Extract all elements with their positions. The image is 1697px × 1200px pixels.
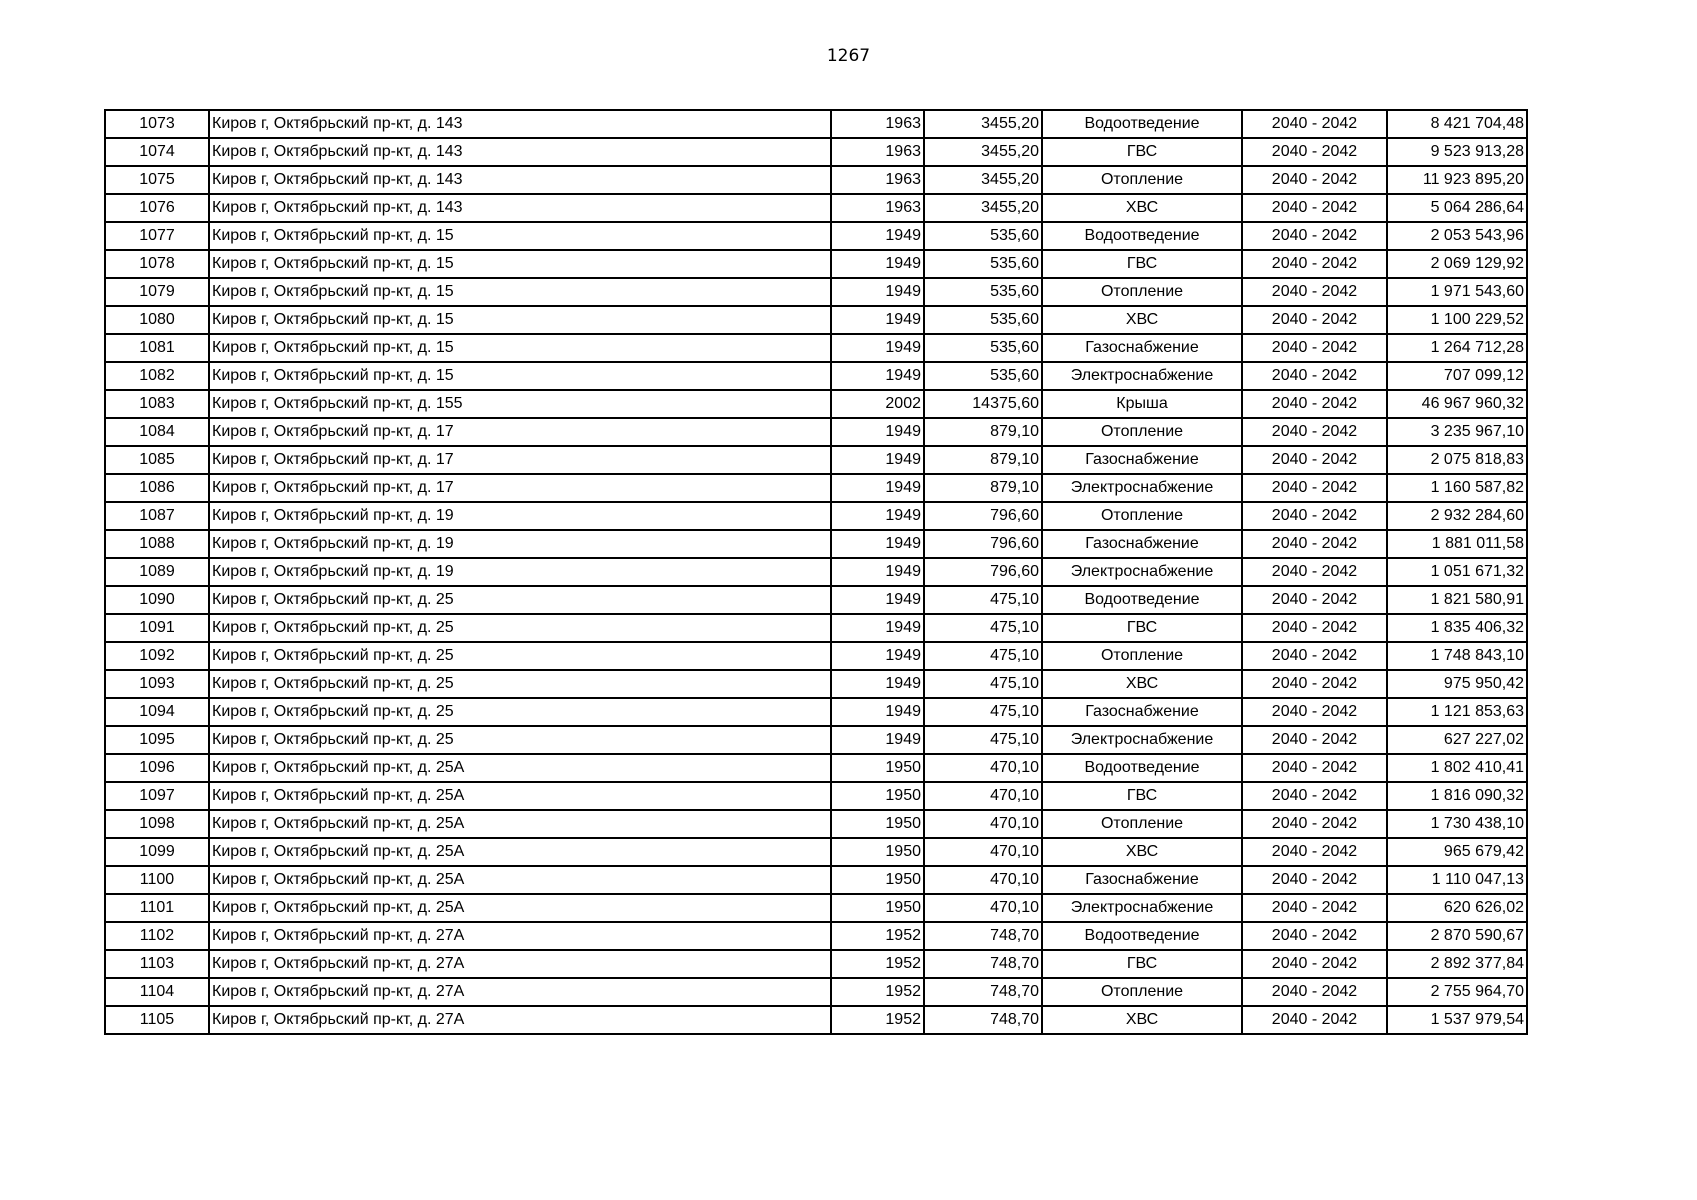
period-cell: 2040 - 2042 xyxy=(1242,138,1387,166)
area-cell: 3455,20 xyxy=(924,166,1042,194)
table-row xyxy=(105,810,1527,838)
period-cell: 2040 - 2042 xyxy=(1242,418,1387,446)
cost-cell: 1 264 712,28 xyxy=(1387,334,1527,362)
table-row xyxy=(105,838,1527,866)
area-cell: 3455,20 xyxy=(924,110,1042,138)
work-type-cell: Электроснабжение xyxy=(1042,362,1242,390)
work-type-cell: Водоотведение xyxy=(1042,110,1242,138)
area-cell: 3455,20 xyxy=(924,138,1042,166)
build-year-cell: 1949 xyxy=(831,446,924,474)
table-row xyxy=(105,278,1527,306)
build-year-cell: 1950 xyxy=(831,866,924,894)
table-row xyxy=(105,418,1527,446)
table-row xyxy=(105,390,1527,418)
address-cell: Киров г, Октябрьский пр-кт, д. 27А xyxy=(209,950,831,978)
table-row xyxy=(105,922,1527,950)
area-cell: 535,60 xyxy=(924,362,1042,390)
address-cell: Киров г, Октябрьский пр-кт, д. 19 xyxy=(209,530,831,558)
cost-cell: 2 069 129,92 xyxy=(1387,250,1527,278)
table-row xyxy=(105,474,1527,502)
address-cell: Киров г, Октябрьский пр-кт, д. 15 xyxy=(209,222,831,250)
row-number-cell: 1091 xyxy=(105,614,209,642)
cost-cell: 1 537 979,54 xyxy=(1387,1006,1527,1034)
row-number-cell: 1100 xyxy=(105,866,209,894)
table-row xyxy=(105,250,1527,278)
build-year-cell: 1963 xyxy=(831,194,924,222)
work-type-cell: ХВС xyxy=(1042,670,1242,698)
work-type-cell: ХВС xyxy=(1042,306,1242,334)
work-type-cell: Отопление xyxy=(1042,642,1242,670)
table-row xyxy=(105,866,1527,894)
area-cell: 535,60 xyxy=(924,334,1042,362)
row-number-cell: 1083 xyxy=(105,390,209,418)
period-cell: 2040 - 2042 xyxy=(1242,614,1387,642)
row-number-cell: 1077 xyxy=(105,222,209,250)
work-type-cell: Отопление xyxy=(1042,166,1242,194)
build-year-cell: 1950 xyxy=(831,810,924,838)
cost-cell: 2 053 543,96 xyxy=(1387,222,1527,250)
address-cell: Киров г, Октябрьский пр-кт, д. 19 xyxy=(209,502,831,530)
row-number-cell: 1092 xyxy=(105,642,209,670)
area-cell: 475,10 xyxy=(924,642,1042,670)
row-number-cell: 1086 xyxy=(105,474,209,502)
address-cell: Киров г, Октябрьский пр-кт, д. 15 xyxy=(209,250,831,278)
cost-cell: 1 802 410,41 xyxy=(1387,754,1527,782)
table-row xyxy=(105,614,1527,642)
row-number-cell: 1078 xyxy=(105,250,209,278)
table-row xyxy=(105,726,1527,754)
cost-cell: 2 870 590,67 xyxy=(1387,922,1527,950)
row-number-cell: 1079 xyxy=(105,278,209,306)
period-cell: 2040 - 2042 xyxy=(1242,586,1387,614)
build-year-cell: 1952 xyxy=(831,950,924,978)
build-year-cell: 1949 xyxy=(831,614,924,642)
build-year-cell: 1949 xyxy=(831,362,924,390)
table-row xyxy=(105,754,1527,782)
work-type-cell: Электроснабжение xyxy=(1042,894,1242,922)
row-number-cell: 1097 xyxy=(105,782,209,810)
build-year-cell: 1950 xyxy=(831,754,924,782)
work-type-cell: ГВС xyxy=(1042,138,1242,166)
address-cell: Киров г, Октябрьский пр-кт, д. 17 xyxy=(209,474,831,502)
build-year-cell: 1949 xyxy=(831,222,924,250)
build-year-cell: 1949 xyxy=(831,586,924,614)
table-row xyxy=(105,110,1527,138)
row-number-cell: 1087 xyxy=(105,502,209,530)
address-cell: Киров г, Октябрьский пр-кт, д. 25 xyxy=(209,642,831,670)
cost-cell: 3 235 967,10 xyxy=(1387,418,1527,446)
area-cell: 475,10 xyxy=(924,698,1042,726)
address-cell: Киров г, Октябрьский пр-кт, д. 143 xyxy=(209,166,831,194)
cost-cell: 2 932 284,60 xyxy=(1387,502,1527,530)
build-year-cell: 1952 xyxy=(831,1006,924,1034)
area-cell: 748,70 xyxy=(924,1006,1042,1034)
address-cell: Киров г, Октябрьский пр-кт, д. 15 xyxy=(209,306,831,334)
build-year-cell: 1949 xyxy=(831,474,924,502)
address-cell: Киров г, Октябрьский пр-кт, д. 143 xyxy=(209,194,831,222)
period-cell: 2040 - 2042 xyxy=(1242,530,1387,558)
row-number-cell: 1105 xyxy=(105,1006,209,1034)
period-cell: 2040 - 2042 xyxy=(1242,222,1387,250)
work-type-cell: Крыша xyxy=(1042,390,1242,418)
area-cell: 535,60 xyxy=(924,306,1042,334)
area-cell: 470,10 xyxy=(924,810,1042,838)
work-type-cell: Отопление xyxy=(1042,978,1242,1006)
period-cell: 2040 - 2042 xyxy=(1242,670,1387,698)
work-type-cell: Отопление xyxy=(1042,810,1242,838)
table-row xyxy=(105,978,1527,1006)
row-number-cell: 1075 xyxy=(105,166,209,194)
work-type-cell: ХВС xyxy=(1042,838,1242,866)
table-row xyxy=(105,782,1527,810)
build-year-cell: 1949 xyxy=(831,642,924,670)
period-cell: 2040 - 2042 xyxy=(1242,194,1387,222)
cost-cell: 46 967 960,32 xyxy=(1387,390,1527,418)
period-cell: 2040 - 2042 xyxy=(1242,502,1387,530)
build-year-cell: 1952 xyxy=(831,922,924,950)
row-number-cell: 1081 xyxy=(105,334,209,362)
table-row xyxy=(105,530,1527,558)
cost-cell: 2 892 377,84 xyxy=(1387,950,1527,978)
area-cell: 535,60 xyxy=(924,222,1042,250)
address-cell: Киров г, Октябрьский пр-кт, д. 25А xyxy=(209,838,831,866)
row-number-cell: 1099 xyxy=(105,838,209,866)
row-number-cell: 1098 xyxy=(105,810,209,838)
period-cell: 2040 - 2042 xyxy=(1242,250,1387,278)
area-cell: 3455,20 xyxy=(924,194,1042,222)
work-type-cell: Газоснабжение xyxy=(1042,446,1242,474)
build-year-cell: 1949 xyxy=(831,418,924,446)
address-cell: Киров г, Октябрьский пр-кт, д. 25 xyxy=(209,670,831,698)
address-cell: Киров г, Октябрьский пр-кт, д. 17 xyxy=(209,446,831,474)
area-cell: 879,10 xyxy=(924,418,1042,446)
area-cell: 475,10 xyxy=(924,586,1042,614)
period-cell: 2040 - 2042 xyxy=(1242,1006,1387,1034)
work-type-cell: Газоснабжение xyxy=(1042,334,1242,362)
cost-cell: 11 923 895,20 xyxy=(1387,166,1527,194)
table-row xyxy=(105,166,1527,194)
address-cell: Киров г, Октябрьский пр-кт, д. 15 xyxy=(209,334,831,362)
table-row xyxy=(105,642,1527,670)
build-year-cell: 1949 xyxy=(831,698,924,726)
cost-cell: 2 075 818,83 xyxy=(1387,446,1527,474)
area-cell: 14375,60 xyxy=(924,390,1042,418)
work-type-cell: Электроснабжение xyxy=(1042,474,1242,502)
build-year-cell: 2002 xyxy=(831,390,924,418)
area-cell: 470,10 xyxy=(924,894,1042,922)
work-type-cell: Газоснабжение xyxy=(1042,530,1242,558)
row-number-cell: 1095 xyxy=(105,726,209,754)
area-cell: 748,70 xyxy=(924,978,1042,1006)
address-cell: Киров г, Октябрьский пр-кт, д. 143 xyxy=(209,138,831,166)
area-cell: 796,60 xyxy=(924,558,1042,586)
build-year-cell: 1949 xyxy=(831,306,924,334)
cost-cell: 1 748 843,10 xyxy=(1387,642,1527,670)
table-row xyxy=(105,894,1527,922)
table-row xyxy=(105,558,1527,586)
build-year-cell: 1949 xyxy=(831,502,924,530)
cost-cell: 9 523 913,28 xyxy=(1387,138,1527,166)
period-cell: 2040 - 2042 xyxy=(1242,278,1387,306)
address-cell: Киров г, Октябрьский пр-кт, д. 25 xyxy=(209,698,831,726)
table-row xyxy=(105,446,1527,474)
work-type-cell: Водоотведение xyxy=(1042,754,1242,782)
work-type-cell: ГВС xyxy=(1042,782,1242,810)
period-cell: 2040 - 2042 xyxy=(1242,782,1387,810)
period-cell: 2040 - 2042 xyxy=(1242,446,1387,474)
cost-cell: 1 110 047,13 xyxy=(1387,866,1527,894)
row-number-cell: 1102 xyxy=(105,922,209,950)
period-cell: 2040 - 2042 xyxy=(1242,726,1387,754)
cost-cell: 965 679,42 xyxy=(1387,838,1527,866)
cost-cell: 1 881 011,58 xyxy=(1387,530,1527,558)
address-cell: Киров г, Октябрьский пр-кт, д. 27А xyxy=(209,978,831,1006)
period-cell: 2040 - 2042 xyxy=(1242,306,1387,334)
work-type-cell: Водоотведение xyxy=(1042,922,1242,950)
build-year-cell: 1963 xyxy=(831,110,924,138)
period-cell: 2040 - 2042 xyxy=(1242,810,1387,838)
row-number-cell: 1080 xyxy=(105,306,209,334)
period-cell: 2040 - 2042 xyxy=(1242,754,1387,782)
cost-cell: 1 100 229,52 xyxy=(1387,306,1527,334)
cost-cell: 620 626,02 xyxy=(1387,894,1527,922)
address-cell: Киров г, Октябрьский пр-кт, д. 15 xyxy=(209,362,831,390)
table-row xyxy=(105,1006,1527,1034)
cost-cell: 1 971 543,60 xyxy=(1387,278,1527,306)
area-cell: 470,10 xyxy=(924,838,1042,866)
cost-cell: 1 821 580,91 xyxy=(1387,586,1527,614)
build-year-cell: 1949 xyxy=(831,334,924,362)
table-body xyxy=(105,110,1527,1034)
row-number-cell: 1084 xyxy=(105,418,209,446)
build-year-cell: 1952 xyxy=(831,978,924,1006)
period-cell: 2040 - 2042 xyxy=(1242,362,1387,390)
cost-cell: 1 730 438,10 xyxy=(1387,810,1527,838)
row-number-cell: 1074 xyxy=(105,138,209,166)
address-cell: Киров г, Октябрьский пр-кт, д. 19 xyxy=(209,558,831,586)
work-type-cell: Электроснабжение xyxy=(1042,558,1242,586)
address-cell: Киров г, Октябрьский пр-кт, д. 27А xyxy=(209,1006,831,1034)
table-row xyxy=(105,698,1527,726)
work-type-cell: ГВС xyxy=(1042,250,1242,278)
address-cell: Киров г, Октябрьский пр-кт, д. 25А xyxy=(209,894,831,922)
area-cell: 796,60 xyxy=(924,530,1042,558)
table-row xyxy=(105,362,1527,390)
work-type-cell: ГВС xyxy=(1042,950,1242,978)
area-cell: 879,10 xyxy=(924,474,1042,502)
build-year-cell: 1950 xyxy=(831,838,924,866)
period-cell: 2040 - 2042 xyxy=(1242,558,1387,586)
row-number-cell: 1076 xyxy=(105,194,209,222)
period-cell: 2040 - 2042 xyxy=(1242,166,1387,194)
work-type-cell: Водоотведение xyxy=(1042,222,1242,250)
area-cell: 475,10 xyxy=(924,670,1042,698)
period-cell: 2040 - 2042 xyxy=(1242,922,1387,950)
area-cell: 796,60 xyxy=(924,502,1042,530)
cost-cell: 707 099,12 xyxy=(1387,362,1527,390)
row-number-cell: 1096 xyxy=(105,754,209,782)
page-number: 1267 xyxy=(826,46,871,66)
period-cell: 2040 - 2042 xyxy=(1242,950,1387,978)
area-cell: 748,70 xyxy=(924,922,1042,950)
row-number-cell: 1089 xyxy=(105,558,209,586)
table-row xyxy=(105,950,1527,978)
row-number-cell: 1073 xyxy=(105,110,209,138)
register-table xyxy=(104,109,1528,1035)
period-cell: 2040 - 2042 xyxy=(1242,838,1387,866)
row-number-cell: 1088 xyxy=(105,530,209,558)
row-number-cell: 1103 xyxy=(105,950,209,978)
cost-cell: 1 051 671,32 xyxy=(1387,558,1527,586)
row-number-cell: 1085 xyxy=(105,446,209,474)
build-year-cell: 1949 xyxy=(831,250,924,278)
cost-cell: 1 121 853,63 xyxy=(1387,698,1527,726)
work-type-cell: Отопление xyxy=(1042,502,1242,530)
address-cell: Киров г, Октябрьский пр-кт, д. 25А xyxy=(209,866,831,894)
period-cell: 2040 - 2042 xyxy=(1242,390,1387,418)
work-type-cell: Газоснабжение xyxy=(1042,698,1242,726)
work-type-cell: Газоснабжение xyxy=(1042,866,1242,894)
address-cell: Киров г, Октябрьский пр-кт, д. 25 xyxy=(209,726,831,754)
period-cell: 2040 - 2042 xyxy=(1242,894,1387,922)
work-type-cell: Отопление xyxy=(1042,278,1242,306)
address-cell: Киров г, Октябрьский пр-кт, д. 25А xyxy=(209,782,831,810)
work-type-cell: ХВС xyxy=(1042,194,1242,222)
row-number-cell: 1094 xyxy=(105,698,209,726)
cost-cell: 627 227,02 xyxy=(1387,726,1527,754)
cost-cell: 1 160 587,82 xyxy=(1387,474,1527,502)
period-cell: 2040 - 2042 xyxy=(1242,334,1387,362)
row-number-cell: 1101 xyxy=(105,894,209,922)
table-row xyxy=(105,334,1527,362)
cost-cell: 1 835 406,32 xyxy=(1387,614,1527,642)
area-cell: 470,10 xyxy=(924,866,1042,894)
area-cell: 470,10 xyxy=(924,754,1042,782)
area-cell: 748,70 xyxy=(924,950,1042,978)
build-year-cell: 1963 xyxy=(831,138,924,166)
work-type-cell: Водоотведение xyxy=(1042,586,1242,614)
address-cell: Киров г, Октябрьский пр-кт, д. 155 xyxy=(209,390,831,418)
area-cell: 470,10 xyxy=(924,782,1042,810)
build-year-cell: 1950 xyxy=(831,894,924,922)
address-cell: Киров г, Октябрьский пр-кт, д. 15 xyxy=(209,278,831,306)
build-year-cell: 1949 xyxy=(831,278,924,306)
work-type-cell: ГВС xyxy=(1042,614,1242,642)
period-cell: 2040 - 2042 xyxy=(1242,474,1387,502)
table-row xyxy=(105,194,1527,222)
address-cell: Киров г, Октябрьский пр-кт, д. 25 xyxy=(209,614,831,642)
address-cell: Киров г, Октябрьский пр-кт, д. 143 xyxy=(209,110,831,138)
area-cell: 475,10 xyxy=(924,726,1042,754)
address-cell: Киров г, Октябрьский пр-кт, д. 25А xyxy=(209,810,831,838)
row-number-cell: 1104 xyxy=(105,978,209,1006)
table-row xyxy=(105,306,1527,334)
cost-cell: 2 755 964,70 xyxy=(1387,978,1527,1006)
build-year-cell: 1949 xyxy=(831,670,924,698)
period-cell: 2040 - 2042 xyxy=(1242,698,1387,726)
cost-cell: 975 950,42 xyxy=(1387,670,1527,698)
address-cell: Киров г, Октябрьский пр-кт, д. 17 xyxy=(209,418,831,446)
period-cell: 2040 - 2042 xyxy=(1242,642,1387,670)
work-type-cell: Электроснабжение xyxy=(1042,726,1242,754)
area-cell: 535,60 xyxy=(924,278,1042,306)
cost-cell: 5 064 286,64 xyxy=(1387,194,1527,222)
build-year-cell: 1963 xyxy=(831,166,924,194)
address-cell: Киров г, Октябрьский пр-кт, д. 27А xyxy=(209,922,831,950)
period-cell: 2040 - 2042 xyxy=(1242,110,1387,138)
row-number-cell: 1082 xyxy=(105,362,209,390)
build-year-cell: 1949 xyxy=(831,530,924,558)
build-year-cell: 1950 xyxy=(831,782,924,810)
work-type-cell: ХВС xyxy=(1042,1006,1242,1034)
row-number-cell: 1090 xyxy=(105,586,209,614)
build-year-cell: 1949 xyxy=(831,558,924,586)
period-cell: 2040 - 2042 xyxy=(1242,978,1387,1006)
address-cell: Киров г, Октябрьский пр-кт, д. 25 xyxy=(209,586,831,614)
table-row xyxy=(105,586,1527,614)
table-row xyxy=(105,138,1527,166)
table-row xyxy=(105,502,1527,530)
table-row xyxy=(105,222,1527,250)
area-cell: 535,60 xyxy=(924,250,1042,278)
address-cell: Киров г, Октябрьский пр-кт, д. 25А xyxy=(209,754,831,782)
area-cell: 475,10 xyxy=(924,614,1042,642)
work-type-cell: Отопление xyxy=(1042,418,1242,446)
period-cell: 2040 - 2042 xyxy=(1242,866,1387,894)
build-year-cell: 1949 xyxy=(831,726,924,754)
table-row xyxy=(105,670,1527,698)
area-cell: 879,10 xyxy=(924,446,1042,474)
cost-cell: 1 816 090,32 xyxy=(1387,782,1527,810)
row-number-cell: 1093 xyxy=(105,670,209,698)
cost-cell: 8 421 704,48 xyxy=(1387,110,1527,138)
